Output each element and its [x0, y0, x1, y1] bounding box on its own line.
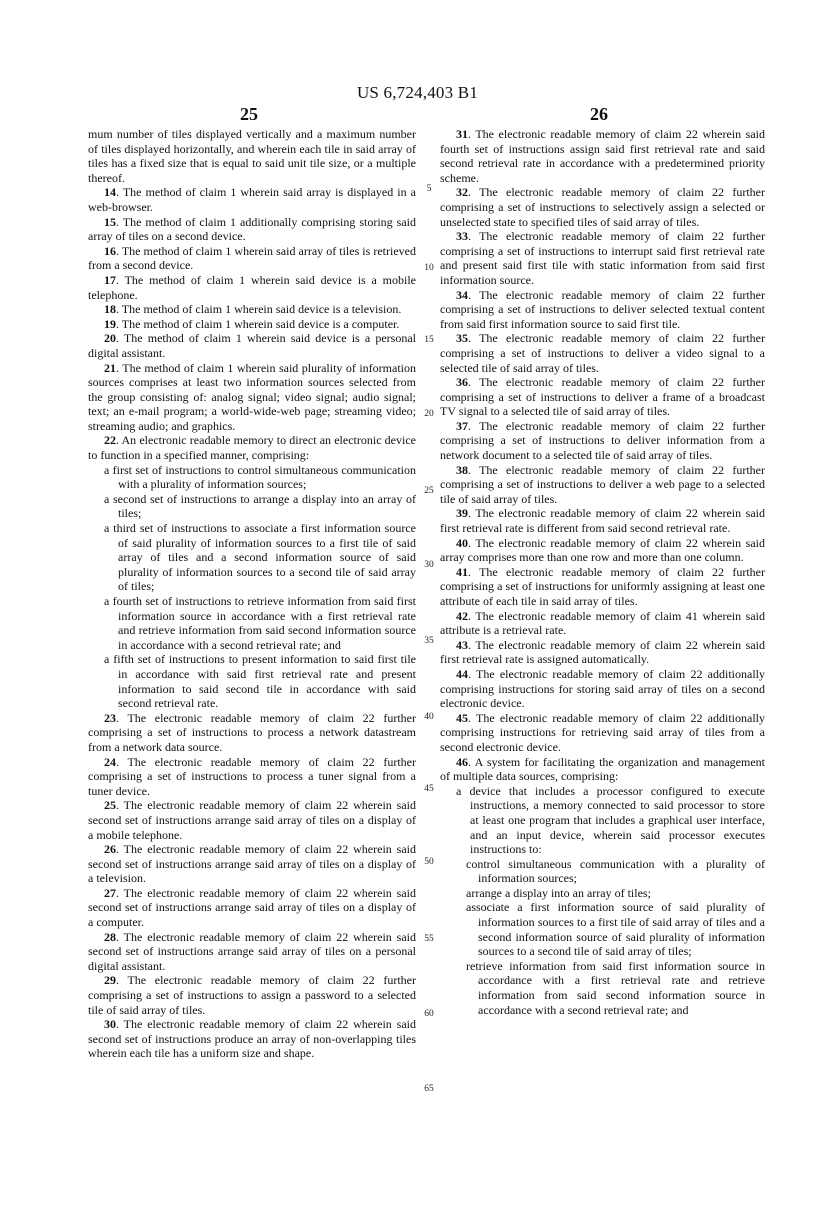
claim-subelement: retrieve information from said first information source in accordance with a first retrieval rate and retrieve information from said second information source in accordance with a second retrieval rate; and: [466, 958, 765, 1017]
claim-element: a device that includes a processor configured to execute instructions, a memory connected to said processor to store at least one program that includes a graphical user interface, and an input device, wherein said processor executes instructions to:: [456, 783, 765, 857]
claim-paragraph: 36. The electronic readable memory of claim 22 further comprising a set of instructions to deliver a frame of a broadcast TV signal to a selected tile of said array of tiles.: [440, 375, 765, 419]
line-number: 65: [424, 1084, 434, 1094]
line-number: 50: [424, 857, 434, 867]
claim-paragraph: 35. The electronic readable memory of claim 22 further comprising a set of instructions to deliver a video signal to a selected tile of said array of tiles.: [440, 331, 765, 375]
claim-paragraph: 28. The electronic readable memory of claim 22 wherein said second set of instructions arrange said array of tiles on a personal digital assistant.: [88, 929, 416, 973]
claim-paragraph: 45. The electronic readable memory of claim 22 additionally comprising instructions for retrieving said array of tiles from a second electronic device.: [440, 710, 765, 754]
claim-paragraph: 46. A system for facilitating the organization and management of multiple data sources, comprising:: [440, 754, 765, 784]
claim-paragraph: 25. The electronic readable memory of claim 22 wherein said second set of instructions arrange said array of tiles on a display of a mobile telephone.: [88, 798, 416, 842]
claim-element: a fourth set of instructions to retrieve information from said first information source in accordance with a first retrieval rate and retrieve information from said second information source in accordance with a second retrieval rate; and: [104, 594, 416, 652]
line-number: 40: [424, 712, 434, 722]
claim-paragraph: 42. The electronic readable memory of claim 41 wherein said attribute is a retrieval rate.: [440, 608, 765, 638]
claim-element: a third set of instructions to associate a first information source of said plurality of information sources to a first tile of said array of tiles and a second information source of said plurality of information sources to a second tile of said array of tiles;: [104, 521, 416, 594]
line-number: 5: [426, 184, 432, 194]
claim-paragraph: 20. The method of claim 1 wherein said device is a personal digital assistant.: [88, 331, 416, 360]
claim-element: a fifth set of instructions to present information to said first tile in accordance with said first retrieval rate and present information to said second tile in accordance with said second retrieval rate.: [104, 652, 416, 711]
line-number: 20: [424, 409, 434, 419]
claim-paragraph: 40. The electronic readable memory of claim 22 wherein said array comprises more than one row and more than one column.: [440, 535, 765, 565]
line-number: 45: [424, 784, 434, 794]
line-number: 15: [424, 335, 434, 345]
claim-paragraph: 38. The electronic readable memory of claim 22 further comprising a set of instructions to deliver a web page to a selected tile of said array of tiles.: [440, 462, 765, 506]
claim-paragraph: 16. The method of claim 1 wherein said array of tiles is retrieved from a second device.: [88, 243, 416, 273]
claim-paragraph: 17. The method of claim 1 wherein said device is a mobile telephone.: [88, 272, 416, 302]
claim-paragraph: 37. The electronic readable memory of claim 22 further comprising a set of instructions to deliver information from a network document to a selected tile of said array of tiles.: [440, 418, 765, 463]
claim-subelement: arrange a display into an array of tiles;: [466, 885, 651, 900]
left-column: [88, 127, 416, 1061]
page-number-right: 26: [590, 104, 608, 124]
line-number: 30: [424, 560, 434, 570]
claim-paragraph: 32. The electronic readable memory of claim 22 further comprising a set of instructions to selectively assign a selected or unselected state to specified tiles of said array of tiles.: [440, 185, 765, 229]
line-number: 35: [424, 636, 434, 646]
line-number: 60: [424, 1009, 434, 1019]
claim-element: a first set of instructions to control simultaneous communication with a plurality of information sources;: [104, 462, 416, 492]
line-number: 55: [424, 934, 434, 944]
claim-paragraph: 23. The electronic readable memory of claim 22 further comprising a set of instructions to process a network datastream from a network data source.: [88, 710, 416, 754]
page-number-left: 25: [240, 104, 258, 124]
right-column: [440, 127, 765, 1017]
claim-paragraph: 21. The method of claim 1 wherein said plurality of information sources comprises at least two information sources selected from the group consisting of: analog signal; video signal; audio signal; text; an e-mail program; a world-wide-web page; streaming video; streaming audio; and graphics.: [88, 360, 416, 433]
claim-subelement: associate a first information source of said plurality of information sources to a first tile of said array of tiles and a second information source of said plurality of information sources to a second tile of said array of tiles;: [466, 900, 765, 959]
claim-paragraph: 34. The electronic readable memory of claim 22 further comprising a set of instructions to deliver selected textual content from said first information source to said first tile.: [440, 287, 765, 331]
patent-number: US 6,724,403 B1: [356, 83, 479, 102]
claim-paragraph: 19. The method of claim 1 wherein said device is a computer.: [104, 316, 400, 331]
claim-paragraph: 33. The electronic readable memory of claim 22 further comprising a set of instructions to interrupt said first retrieval rate and present said first tile with static information from said first information source.: [440, 229, 765, 287]
claim-paragraph: mum number of tiles displayed vertically and a maximum number of tiles displayed horizontally, and wherein each tile in said array of tiles has a fixed size that is equal to said unit tile size, or a multiple thereof.: [88, 127, 416, 185]
claim-paragraph: 15. The method of claim 1 additionally comprising storing said array of tiles on a second device.: [88, 214, 416, 244]
claim-paragraph: 41. The electronic readable memory of claim 22 further comprising a set of instructions for uniformly assigning at least one attribute of each tile in said array of tiles.: [440, 564, 765, 608]
claim-paragraph: 22. An electronic readable memory to direct an electronic device to function in a specified manner, comprising:: [88, 433, 416, 463]
claim-paragraph: 30. The electronic readable memory of claim 22 wherein said second set of instructions produce an array of non-overlapping tiles wherein each tile has a uniform size and shape.: [88, 1017, 416, 1061]
claim-paragraph: 27. The electronic readable memory of claim 22 wherein said second set of instructions arrange said array of tiles on a display of a computer.: [88, 885, 416, 930]
claim-subelement: control simultaneous communication with a plurality of information sources;: [466, 856, 765, 886]
claim-paragraph: 44. The electronic readable memory of claim 22 additionally comprising instructions for storing said array of tiles on a second electronic device.: [440, 666, 765, 711]
claim-paragraph: 24. The electronic readable memory of claim 22 further comprising a set of instructions to process a tuner signal from a tuner device.: [88, 754, 416, 798]
claim-paragraph: 31. The electronic readable memory of claim 22 wherein said fourth set of instructions assign said first retrieval rate and said second retrieval rate in accordance with a predetermined priority scheme.: [440, 127, 765, 185]
claim-paragraph: 26. The electronic readable memory of claim 22 wherein said second set of instructions arrange said array of tiles on a display of a television.: [88, 842, 416, 886]
line-number: 25: [424, 486, 434, 496]
claim-paragraph: 39. The electronic readable memory of claim 22 wherein said first retrieval rate is different from said second retrieval rate.: [440, 506, 765, 536]
claim-paragraph: 43. The electronic readable memory of claim 22 wherein said first retrieval rate is assigned automatically.: [440, 637, 765, 667]
line-number: 10: [424, 263, 434, 273]
claim-paragraph: 29. The electronic readable memory of claim 22 further comprising a set of instructions to assign a password to a selected tile of said array of tiles.: [88, 973, 416, 1017]
claim-element: a second set of instructions to arrange a display into an array of tiles;: [104, 491, 416, 521]
claim-paragraph: 14. The method of claim 1 wherein said array is displayed in a web-browser.: [88, 185, 416, 214]
claim-paragraph: 18. The method of claim 1 wherein said device is a television.: [104, 302, 402, 317]
